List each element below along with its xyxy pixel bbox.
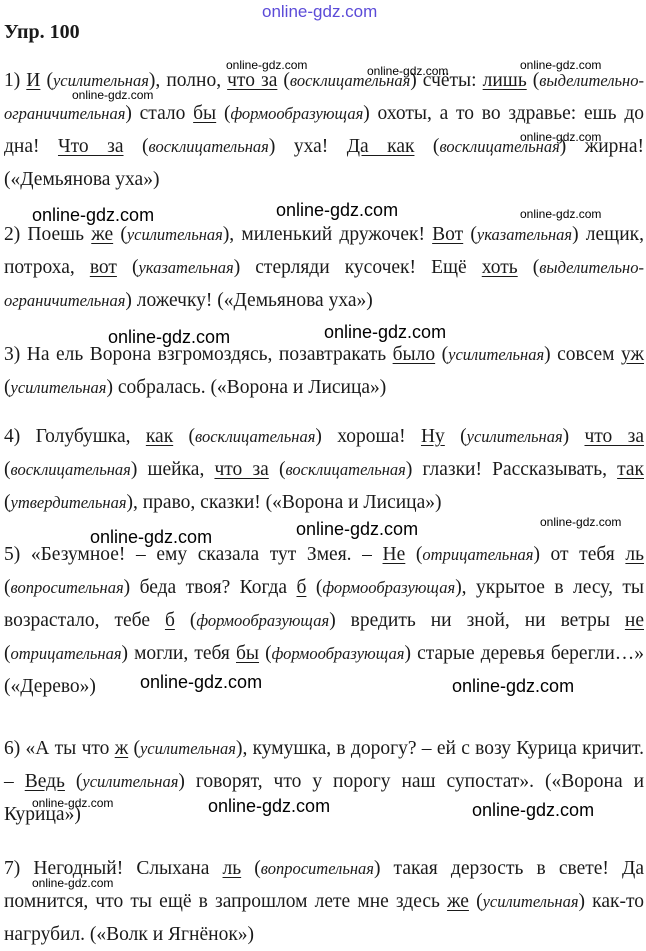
text-fragment: 4) Голубушка, — [4, 426, 146, 447]
watermark-top: online-gdz.com — [262, 2, 378, 21]
text-fragment: 3) На ель Ворона взгромоздясь, позавтракать — [4, 344, 393, 365]
exercise-item-5 — [4, 538, 644, 703]
exercise-item-1 — [4, 64, 644, 196]
text-fragment: ( — [259, 643, 272, 664]
particle-type: усилительная — [466, 427, 563, 446]
exercise-item-2 — [4, 218, 644, 317]
text-fragment: ( — [444, 426, 467, 447]
text-fragment: ( — [4, 643, 11, 664]
particle: не — [624, 610, 644, 631]
text-fragment: ( — [128, 738, 140, 759]
particle-type: формообразующая — [322, 578, 456, 597]
text-fragment: ( — [414, 136, 440, 157]
particle: Не — [382, 544, 406, 565]
text-fragment: ) стало — [125, 103, 194, 124]
particle-type: усилительная — [126, 225, 223, 244]
particle-type: формообразующая — [271, 644, 405, 663]
watermark: online-gdz.com — [520, 58, 602, 72]
text-fragment: ), кумушка, в дорогу? – ей с возу Курица кричит. – — [4, 738, 644, 792]
text-fragment: ) от тебя — [533, 544, 626, 565]
particle: что за — [227, 70, 278, 91]
particle-type: указательная — [138, 258, 234, 277]
particle-type: отрицательная — [10, 644, 122, 663]
text-fragment: 7) Негодный! Слыхана — [4, 858, 223, 879]
particle: бы — [193, 103, 217, 124]
particle-type: восклицательная — [285, 460, 406, 479]
particle-type: выделительно-ограничительная — [4, 258, 644, 310]
exercise-item-3 — [4, 338, 644, 404]
particle: вот — [89, 257, 117, 278]
text-fragment: ) как-то нагрубил. («Волк и Ягнёнок») — [4, 891, 645, 945]
particle-type: восклицательная — [195, 427, 316, 446]
watermark: online-gdz.com — [296, 519, 419, 539]
text-fragment: ), миленький дружочек! — [222, 224, 433, 245]
text-fragment: ) ложечку! («Демьянова уха») — [125, 290, 373, 311]
particle-type: восклицательная — [148, 137, 269, 156]
text-fragment: ) совсем — [544, 344, 622, 365]
text-fragment: ) такая дерзость в свете! Да помнится, что ты ещё в запрошлом лете мне здесь — [4, 858, 644, 912]
text-fragment: ) шейка, — [130, 459, 215, 480]
text-fragment: ( — [173, 426, 196, 447]
particle: так — [617, 459, 644, 480]
particle-type: вопросительная — [10, 578, 124, 597]
particle: б — [296, 577, 307, 598]
particle-type: восклицательная — [10, 460, 131, 479]
watermark: online-gdz.com — [226, 58, 308, 72]
watermark: online-gdz.com — [108, 327, 231, 347]
watermark: online-gdz.com — [520, 207, 602, 221]
watermark: online-gdz.com — [140, 672, 263, 692]
particle: же — [447, 891, 469, 912]
watermark: online-gdz.com — [540, 515, 622, 529]
text-fragment: ( — [4, 577, 11, 598]
particle: хоть — [481, 257, 518, 278]
text-fragment: ( — [277, 70, 290, 91]
text-fragment: ( — [241, 858, 261, 879]
text-fragment: ) глазки! Рассказывать, — [405, 459, 618, 480]
particle: уж — [621, 344, 645, 365]
text-fragment: ( — [216, 103, 231, 124]
particle-type: усилительная — [448, 345, 545, 364]
particle: что за — [214, 459, 269, 480]
text-fragment: ( — [526, 70, 540, 91]
particle-type: усилительная — [10, 378, 107, 397]
text-fragment: ) беда твоя? Когда — [123, 577, 297, 598]
watermark: online-gdz.com — [367, 64, 449, 78]
text-fragment: ) счёты: — [410, 70, 483, 91]
text-fragment: ( — [517, 257, 540, 278]
particle: Что за — [57, 136, 124, 157]
particle-type: усилительная — [139, 739, 236, 758]
particle-type: усилительная — [52, 71, 149, 90]
watermark: online-gdz.com — [324, 322, 447, 342]
particle: Ну — [420, 426, 445, 447]
text-fragment: ) могли, тебя — [121, 643, 236, 664]
text-fragment: ) стерляди кусочек! Ещё — [233, 257, 482, 278]
text-fragment: ( — [123, 136, 149, 157]
particle: ль — [625, 544, 645, 565]
text-fragment: ( — [40, 70, 53, 91]
text-fragment: ( — [4, 377, 11, 398]
text-fragment: ) уха! — [268, 136, 347, 157]
text-fragment: ( — [4, 492, 11, 513]
text-fragment: ), право, сказки! («Ворона и Лисица») — [126, 492, 442, 513]
exercise-item-6 — [4, 732, 644, 831]
text-fragment: ( — [4, 459, 11, 480]
particle-type: усилительная — [82, 772, 179, 791]
exercise-title: Упр. 100 — [4, 21, 80, 43]
text-fragment: 2) Поешь — [4, 224, 92, 245]
text-fragment: ) хороша! — [315, 426, 421, 447]
particle: Вот — [432, 224, 464, 245]
text-fragment: 5) «Безумное! – ему сказала тут Змея. – — [4, 544, 383, 565]
text-fragment: ) жирна! («Демьянова уха») — [4, 136, 645, 190]
particle: что за — [584, 426, 645, 447]
particle: ль — [222, 858, 242, 879]
text-fragment: ( — [435, 344, 449, 365]
particle: Да как — [346, 136, 415, 157]
text-fragment: ) собралась. («Ворона и Лисица») — [106, 377, 387, 398]
text-fragment: ( — [116, 257, 139, 278]
particle-type: восклицательная — [439, 137, 560, 156]
watermark: online-gdz.com — [452, 676, 575, 696]
particle: было — [392, 344, 436, 365]
text-fragment: ( — [306, 577, 323, 598]
text-fragment: ) охоты, а то во здравье: ешь до дна! — [4, 103, 644, 157]
watermark: online-gdz.com — [520, 130, 602, 144]
particle: Ведь — [24, 771, 65, 792]
watermark: online-gdz.com — [32, 876, 114, 890]
watermark: online-gdz.com — [472, 800, 595, 820]
particle: лишь — [482, 70, 527, 91]
particle-type: выделительно-ограничительная — [4, 71, 644, 123]
exercise-item-7 — [4, 852, 644, 951]
particle-type: отрицательная — [422, 545, 534, 564]
particle: как — [145, 426, 174, 447]
particle-type: формообразующая — [196, 611, 330, 630]
text-fragment: ( — [268, 459, 286, 480]
exercise-item-4 — [4, 420, 644, 519]
particle-type: вопросительная — [260, 859, 374, 878]
text-fragment: 6) «А ты что — [4, 738, 115, 759]
particle: б — [164, 610, 175, 631]
text-fragment: ( — [113, 224, 127, 245]
text-fragment: ) вредить ни зной, ни ветры — [329, 610, 625, 631]
watermark: online-gdz.com — [276, 200, 399, 220]
particle: бы — [236, 643, 260, 664]
particle-type: утвердительная — [10, 493, 127, 512]
text-fragment: ( — [468, 891, 483, 912]
text-fragment: ), полно, — [148, 70, 228, 91]
text-fragment: ) старые деревья берегли…» («Дерево») — [4, 643, 645, 697]
text-fragment: ) — [562, 426, 585, 447]
text-fragment: ( — [463, 224, 477, 245]
text-fragment: ) говорят, что у порогу наш супостат». («Ворона и Курица») — [4, 771, 645, 825]
watermark: online-gdz.com — [72, 88, 154, 102]
particle-type: указательная — [476, 225, 573, 244]
particle: же — [91, 224, 114, 245]
particle-type: усилительная — [482, 892, 579, 911]
text-fragment: 1) — [4, 70, 27, 91]
particle-type: восклицательная — [289, 71, 411, 90]
particle: ж — [114, 738, 129, 759]
watermark: online-gdz.com — [32, 205, 155, 225]
text-fragment: ), укрытое в лесу, ты возрастало, тебе — [4, 577, 645, 631]
particle-type: формообразующая — [230, 104, 364, 123]
text-fragment: ) лещик, потроха, — [4, 224, 644, 278]
watermark: online-gdz.com — [90, 527, 213, 547]
particle: И — [26, 70, 41, 91]
text-fragment: ( — [64, 771, 83, 792]
text-fragment: ( — [405, 544, 423, 565]
watermark: online-gdz.com — [32, 796, 114, 810]
text-fragment: ( — [174, 610, 197, 631]
watermark: online-gdz.com — [208, 796, 331, 816]
